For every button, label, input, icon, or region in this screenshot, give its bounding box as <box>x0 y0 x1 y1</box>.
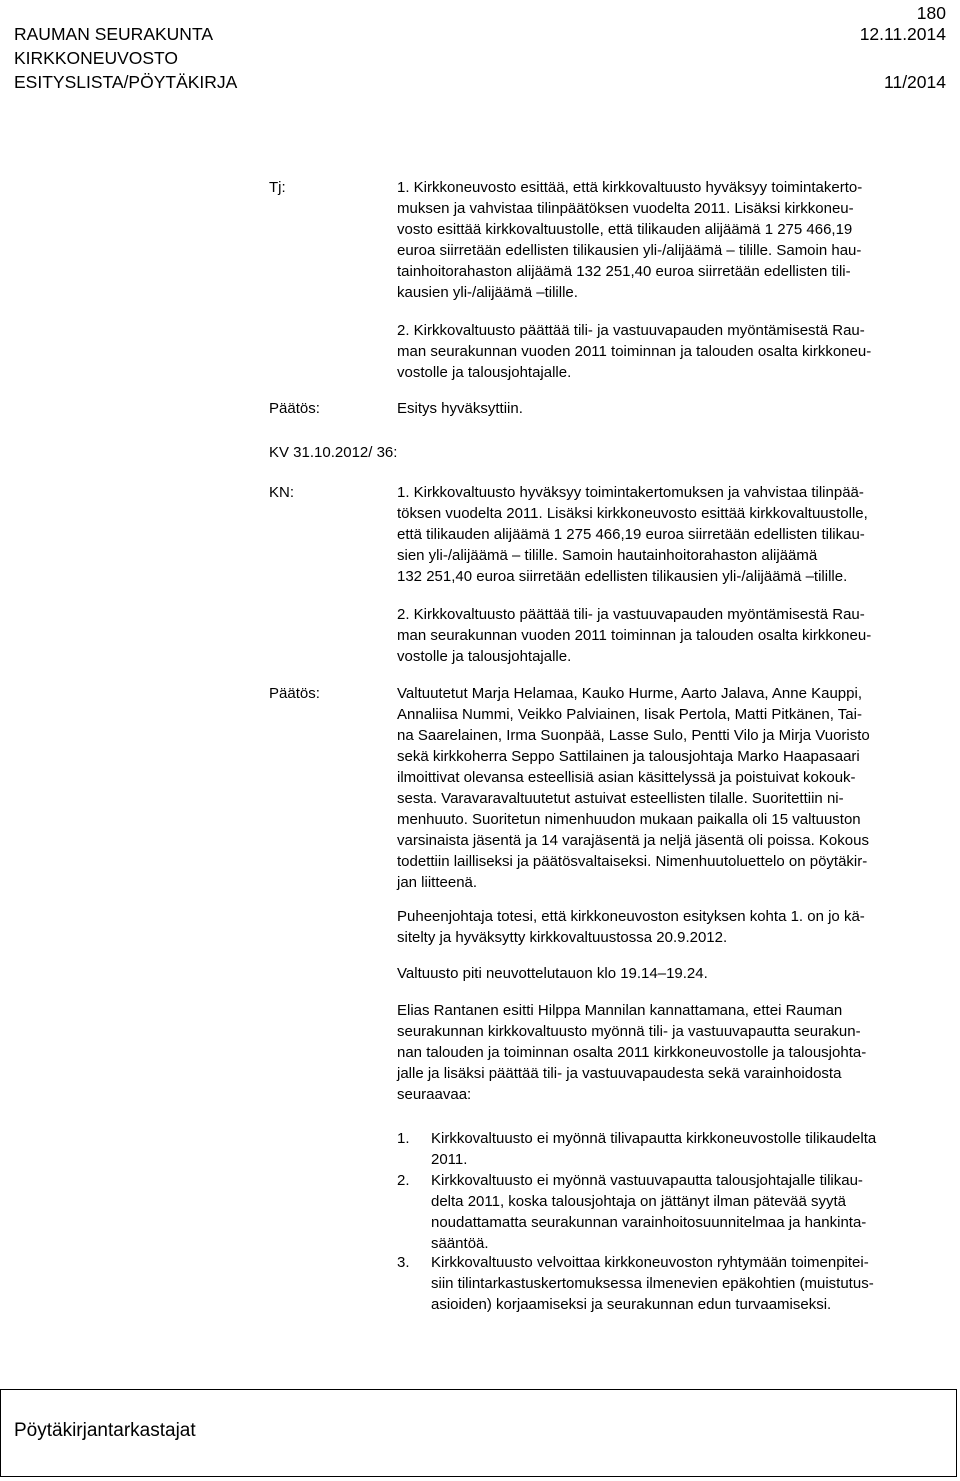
text-line: Kirkkovaltuusto velvoittaa kirkkoneuvoston ryhtymään toimenpitei- <box>431 1254 869 1271</box>
text-line: Kirkkovaltuusto ei myönnä vastuuvapautta talousjohtajalle tilikau- <box>431 1172 863 1189</box>
proposal-label: Tj: <box>269 179 286 196</box>
organization-name: RAUMAN SEURAKUNTA <box>14 24 214 44</box>
text-line: vosto esittää kirkkovaltuustolle, että tilikauden alijäämä 1 275 466,19 <box>397 221 853 238</box>
text-line: että tilikauden alijäämä 1 275 466,19 euroa siirretään edellisten tilikau- <box>397 526 865 543</box>
text-line: kausien yli-/alijäämä –tilille. <box>397 284 578 301</box>
proposal-decision-text: Esitys hyväksyttiin. <box>397 400 523 417</box>
text-line: 1. Kirkkovaltuusto hyväksyy toimintakertomuksen ja vahvistaa tilinpää- <box>397 484 864 501</box>
text-line: Valtuusto piti neuvottelutauon klo 19.14–19.24. <box>397 965 708 982</box>
text-line: Kirkkovaltuusto ei myönnä tilivapautta kirkkoneuvostolle tilikaudelta <box>431 1130 877 1147</box>
document-type: ESITYSLISTA/PÖYTÄKIRJA <box>14 72 238 92</box>
text-line: tainhoitorahaston alijäämä 132 251,40 euroa siirretään edellisten tili- <box>397 263 851 280</box>
text-line: menhuuto. Suoritetun nimenhuudon mukaan paikalla oli 15 valtuuston <box>397 811 861 828</box>
decision-label: Päätös: <box>269 685 320 702</box>
text-line: Elias Rantanen esitti Hilppa Mannilan kannattamana, ettei Rauman <box>397 1002 843 1019</box>
text-line: seurakunnan kirkkovaltuusto myönnä tili- ja vastuuvapautta seurakun- <box>397 1023 861 1040</box>
text-line: varsinaista jäsentä ja 14 varajäsentä ja neljä jäsentä oli poissa. Kokous <box>397 832 869 849</box>
text-line: töksen vuodelta 2011. Lisäksi kirkkoneuvosto esittää kirkkovaltuustolle, <box>397 505 868 522</box>
list-number: 2. <box>397 1172 410 1189</box>
kn-item-2 <box>397 604 953 667</box>
kn-item-1 <box>397 482 953 587</box>
text-line: 2. Kirkkovaltuusto päättää tili- ja vastuuvapauden myöntämisestä Rau- <box>397 606 865 623</box>
decision-paragraph-1 <box>397 683 953 893</box>
text-line: vostolle ja talousjohtajalle. <box>397 648 572 665</box>
text-line: na Saarelainen, Irma Suonpää, Lasse Sulo, Pentti Vilo ja Mirja Vuoristo <box>397 727 870 744</box>
text-line: sääntöä. <box>431 1235 489 1252</box>
decision-paragraph-2 <box>397 906 953 948</box>
text-line: todettiin lailliseksi ja päätösvaltaiseksi. Nimenhuutoluettelo on pöytäkir- <box>397 853 868 870</box>
kn-label: KN: <box>269 484 295 501</box>
text-line: asioiden) korjaamiseksi ja seurakunnan edun turvaamiseksi. <box>431 1296 832 1313</box>
list-number: 3. <box>397 1254 410 1271</box>
text-line: 1. Kirkkoneuvosto esittää, että kirkkovaltuusto hyväksyy toimintakerto- <box>397 179 863 196</box>
text-line: seuraavaa: <box>397 1086 472 1103</box>
text-line: jalle ja lisäksi päättää tili- ja vastuuvapaudesta sekä varainhoidosta <box>397 1065 842 1082</box>
text-line: 2. Kirkkovaltuusto päättää tili- ja vastuuvapauden myöntämisestä Rau- <box>397 322 865 339</box>
text-line: euroa siirretään edellisten tilikausien yli-/alijäämä – tilille. Samoin hau- <box>397 242 862 259</box>
text-line: sesta. Varavaravaltuutetut astuivat esteellisten tilalle. Suoritettiin ni- <box>397 790 844 807</box>
minutes-checkers-label: Pöytäkirjantarkastajat <box>14 1420 196 1441</box>
text-line: noudattamatta seurakunnan varainhoitosuunnitelmaa ja hankinta- <box>431 1214 867 1231</box>
proposal-item-2 <box>397 320 953 383</box>
decision-paragraph-3 <box>397 963 953 984</box>
text-line: Puheenjohtaja totesi, että kirkkoneuvoston esityksen kohta 1. on jo kä- <box>397 908 865 925</box>
text-line: man seurakunnan vuoden 2011 toiminnan ja talouden osalta kirkkoneu- <box>397 343 872 360</box>
text-line: sien yli-/alijäämä – tilille. Samoin hautainhoitorahaston alijäämä <box>397 547 818 564</box>
text-line: sitelty ja hyväksytty kirkkovaltuustossa 20.9.2012. <box>397 929 728 946</box>
text-line: siin tilintarkastuskertomuksessa ilmenevien epäkohtien (muistutus- <box>431 1275 874 1292</box>
issue-number: 11/2014 <box>884 72 946 92</box>
text-line: delta 2011, koska talousjohtaja on jättänyt ilman pätevää syytä <box>431 1193 846 1210</box>
text-line: vostolle ja talousjohtajalle. <box>397 364 572 381</box>
text-line: muksen ja vahvistaa tilinpäätöksen vuodelta 2011. Lisäksi kirkkoneu- <box>397 200 854 217</box>
proposal-item-1 <box>397 177 953 303</box>
text-line: sekä kirkkoherra Seppo Sattilainen ja talousjohtaja Marko Haapasaari <box>397 748 860 765</box>
decision-paragraph-4 <box>397 1000 953 1105</box>
text-line: jan liitteenä. <box>397 874 478 891</box>
list-number: 1. <box>397 1130 410 1147</box>
text-line: 132 251,40 euroa siirretään edellisten tilikausien yli-/alijäämä –tilille. <box>397 568 848 585</box>
text-line: ilmoittivat olevansa esteellisiä asian käsittelyssä ja poistuivat kokouk- <box>397 769 856 786</box>
text-line: nan talouden ja toiminnan osalta 2011 kirkkoneuvostolle ja talousjohta- <box>397 1044 867 1061</box>
page-number: 180 <box>916 3 946 23</box>
meeting-date: 12.11.2014 <box>859 24 946 44</box>
proposal-decision-label: Päätös: <box>269 400 320 417</box>
text-line: 2011. <box>431 1151 468 1168</box>
kv-reference: KV 31.10.2012/ 36: <box>269 444 398 461</box>
body-name: KIRKKONEUVOSTO <box>14 48 179 68</box>
text-line: Annaliisa Nummi, Veikko Palviainen, Iisak Pertola, Matti Pitkänen, Tai- <box>397 706 862 723</box>
text-line: Valtuutetut Marja Helamaa, Kauko Hurme, Aarto Jalava, Anne Kauppi, <box>397 685 862 702</box>
text-line: man seurakunnan vuoden 2011 toiminnan ja talouden osalta kirkkoneu- <box>397 627 872 644</box>
